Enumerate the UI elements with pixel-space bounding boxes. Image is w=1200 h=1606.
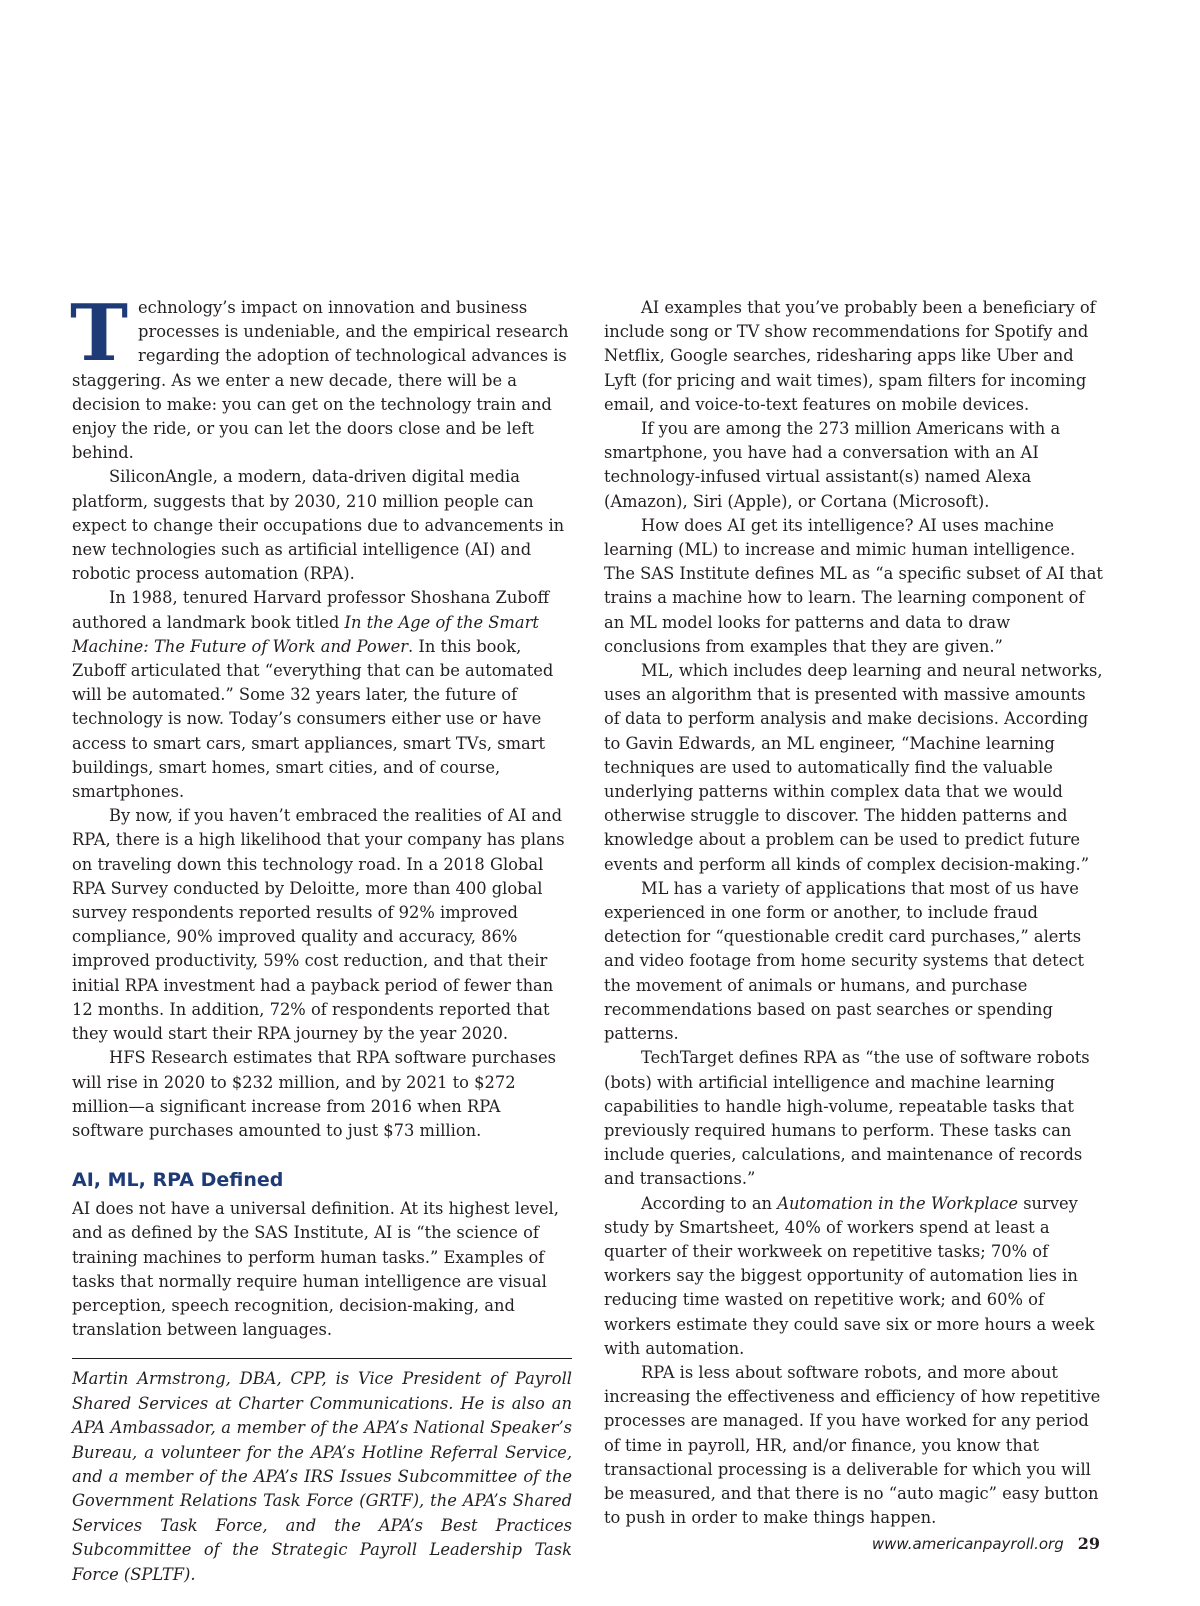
drop-cap: T [70, 288, 129, 379]
text-run: survey study by Smartsheet, 40% of workers spend at least a quarter of their workweek on repetitive tasks; 70% of workers say the biggest opportunity of automation lies in reducing time wasted on repetitive work; and 60% of workers estimate they could save six or more hours a week with automation. [604, 1193, 1095, 1358]
paragraph: AI does not have a universal definition. At its highest level, and as defined by the SAS Institute, AI is “the science of training machines to perform human tasks.” Examples of tasks that normally require human intelligence are visual perception, speech recognition, decision-making, and translation between languages. [72, 1199, 559, 1340]
page-footer [872, 1534, 1100, 1553]
right-column [604, 296, 1104, 1530]
intro-text: echnology’s impact on innovation and business processes is undeniable, and the empirical research regarding the adoption of technological advances is staggering. As we enter a new decade, there will be a decision to make: you can get on the technology train and enjoy the ride, or you can let the doors close and be left behind. [72, 298, 569, 463]
paragraph: If you are among the 273 million Americans with a smartphone, you have had a conversation with an AI technology-infused virtual assistant(s) named Alexa (Amazon), Siri (Apple), or Cortana (Microsoft). [604, 419, 1061, 511]
paragraph: HFS Research estimates that RPA software purchases will rise in 2020 to $232 million, and by 2021 to $272 million—a significant increase from 2016 when RPA software purchases amounted to just $73 million. [72, 1048, 556, 1140]
study-title: Automation in the Workplace [777, 1193, 1019, 1213]
paragraph: How does AI get its intelligence? AI uses machine learning (ML) to increase and mimic human intelligence. The SAS Institute defines ML as “a specific subset of AI that trains a machine how to learn. The learning component of an ML model looks for patterns and data to draw conclusions from examples that they are given.” [604, 515, 1103, 656]
left-column [70, 288, 572, 1587]
section-heading: AI, ML, RPA Defined [72, 1169, 284, 1192]
paragraph: ML, which includes deep learning and neural networks, uses an algorithm that is presented with massive amounts of data to perform analysis and make decisions. According to Gavin Edwards, an ML engineer, “Machine learning techniques are used to automatically find the valuable underlying patterns within complex data that we would otherwise struggle to discover. The hidden patterns and knowledge about a problem can be used to predict future events and perform all kinds of complex decision-making.” [604, 661, 1103, 874]
book-title: In the Age of the Smart Machine: The Future of Work and Power [72, 612, 539, 656]
intro-paragraph [70, 288, 572, 465]
paragraph: AI examples that you’ve probably been a beneficiary of include song or TV show recommendations for Spotify and Netflix, Google searches, ridesharing apps like Uber and Lyft (for pricing and wait times), spam filters for incoming email, and voice-to-text features on mobile devices. [604, 298, 1096, 414]
paragraph [604, 1192, 1104, 1361]
text-run: According to an [641, 1193, 778, 1213]
text-run: . In this book, Zuboff articulated that “everything that can be automated will be automated.” Some 32 years later, the future of technology is now. Today’s consumers either use or have access to smart cars, smart appliances, smart TVs, smart buildings, smart homes, smart cities, and of course, smartphones. [72, 636, 554, 802]
page-number: 29 [1077, 1534, 1100, 1553]
website-url[interactable]: www.americanpayroll.org [871, 1535, 1064, 1553]
author-bio: Martin Armstrong, DBA, CPP, is Vice President of Payroll Shared Services at Charter Communications. He is also an APA Ambassador, a member of the APA’s National Speaker’s Bureau, a volunteer for the APA’s Hotline Referral Service, and a member of the APA’s IRS Issues Subcommittee of the Government Relations Task Force (GRTF), the APA’s Shared Services Task Force, and the APA’s Best Practices Subcommittee of the Strategic Payroll Leadership Task Force (SPLTF). [72, 1369, 572, 1584]
text-run: In 1988, tenured Harvard professor Shoshana Zuboff authored a landmark book titled [72, 588, 550, 632]
paragraph: TechTarget defines RPA as “the use of software robots (bots) with artificial intelligence and machine learning capabilities to handle high-volume, repeatable tasks that previously required humans to perform. These tasks can include queries, calculations, and maintenance of records and transactions.” [604, 1048, 1090, 1189]
paragraph [72, 586, 572, 804]
paragraph: ML has a variety of applications that most of us have experienced in one form or another, to include fraud detection for “questionable credit card purchases,” alerts and video footage from home security systems that detect the movement of animals or humans, and purchase recommendations based on past searches or spending patterns. [604, 878, 1085, 1044]
paragraph: SiliconAngle, a modern, data-driven digital media platform, suggests that by 2030, 210 million people can expect to change their occupations due to advancements in new technologies such as artificial intelligence (AI) and robotic process automation (RPA). [72, 467, 565, 584]
bio-divider [72, 1358, 572, 1359]
paragraph: By now, if you haven’t embraced the realities of AI and RPA, there is a high likelihood that your company has plans on traveling down this technology road. In a 2018 Global RPA Survey conducted by Deloitte, more than 400 global survey respondents reported results of 92% improved compliance, 90% improved quality and accuracy, 86% improved productivity, 59% cost reduction, and that their initial RPA investment had a payback period of fewer than 12 months. In addition, 72% of respondents reported that they would start their RPA journey by the year 2020. [72, 806, 565, 1044]
paragraph: RPA is less about software robots, and more about increasing the effectiveness and efficiency of how repetitive processes are managed. If you have worked for any period of time in payroll, HR, and/or finance, you know that transactional processing is a deliverable for which you will be measured, and that there is no “auto magic” easy button to push in order to make things happen. [604, 1362, 1101, 1528]
